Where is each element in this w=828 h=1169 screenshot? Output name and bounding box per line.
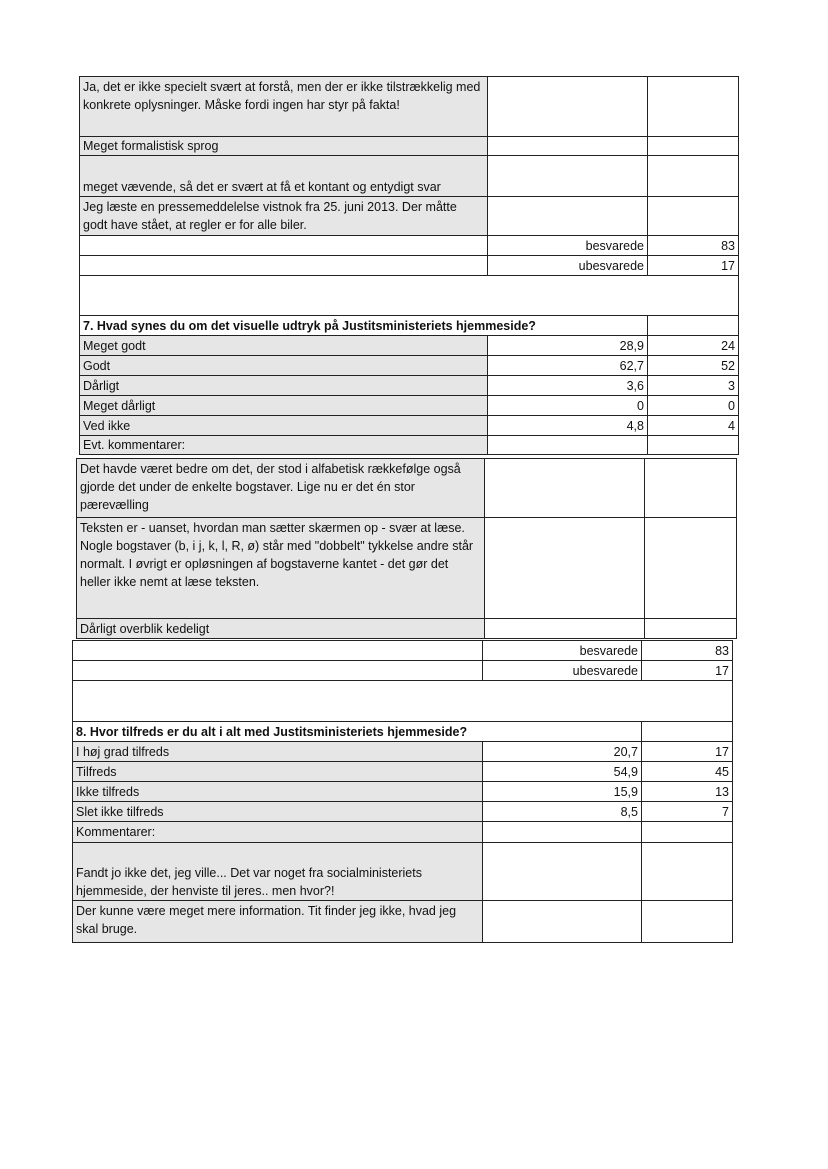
comment-cell: Dårligt overblik kedeligt [77, 619, 485, 639]
comment-cell: meget vævende, så det er svært at få et kontant og entydigt svar [80, 156, 488, 197]
answer-percent: 20,7 [483, 742, 642, 762]
answer-percent: 8,5 [483, 802, 642, 822]
comment-row [80, 137, 739, 156]
comment-row [77, 459, 737, 518]
answer-row [80, 356, 739, 376]
answered-label: besvarede [483, 641, 642, 661]
answer-label: Ikke tilfreds [73, 782, 483, 802]
answer-count: 4 [648, 416, 739, 436]
survey-table-q7-comments [76, 458, 737, 639]
answer-percent: 3,6 [488, 376, 648, 396]
answer-row [73, 802, 733, 822]
answered-row [80, 236, 739, 256]
unanswered-row [80, 256, 739, 276]
answer-label: Slet ikke tilfreds [73, 802, 483, 822]
answer-count: 7 [642, 802, 733, 822]
answer-percent: 62,7 [488, 356, 648, 376]
comments-label: Kommentarer: [73, 822, 483, 843]
comment-row [80, 156, 739, 197]
comment-row [73, 901, 733, 943]
comment-cell: Det havde været bedre om det, der stod i alfabetisk rækkefølge også gjorde det under de enkelte bogstaver. Lige nu er det én stor pærevælling [77, 459, 485, 518]
answer-label: Dårligt [80, 376, 488, 396]
question-heading: 7. Hvad synes du om det visuelle udtryk på Justitsministeriets hjemmeside? [80, 316, 648, 336]
comment-row [77, 619, 737, 639]
comments-label: Evt. kommentarer: [80, 436, 488, 455]
answered-count: 83 [648, 236, 739, 256]
answer-count: 3 [648, 376, 739, 396]
answer-count: 24 [648, 336, 739, 356]
answer-row [80, 396, 739, 416]
answered-row [73, 641, 733, 661]
answer-row [80, 416, 739, 436]
spacer-row [73, 681, 733, 722]
comment-cell: Fandt jo ikke det, jeg ville... Det var noget fra socialministeriets hjemmeside, der henviste til jeres.. men hvor?! [73, 843, 483, 901]
answer-percent: 4,8 [488, 416, 648, 436]
answer-row [73, 742, 733, 762]
unanswered-count: 17 [642, 661, 733, 681]
answer-count: 52 [648, 356, 739, 376]
answered-count: 83 [642, 641, 733, 661]
spacer-row [80, 276, 739, 316]
comment-row [73, 843, 733, 901]
comment-cell: Der kunne være meget mere information. Tit finder jeg ikke, hvad jeg skal bruge. [73, 901, 483, 943]
comment-cell: Meget formalistisk sprog [80, 137, 488, 156]
survey-table-q7-q8 [72, 640, 733, 943]
answer-percent: 0 [488, 396, 648, 416]
question-heading: 8. Hvor tilfreds er du alt i alt med Justitsministeriets hjemmeside? [73, 722, 642, 742]
answer-percent: 54,9 [483, 762, 642, 782]
comments-label-row [73, 822, 733, 843]
unanswered-label: ubesvarede [488, 256, 648, 276]
unanswered-label: ubesvarede [483, 661, 642, 681]
answer-percent: 15,9 [483, 782, 642, 802]
answer-count: 45 [642, 762, 733, 782]
survey-table-q6-q7 [79, 76, 739, 455]
comment-cell: Ja, det er ikke specielt svært at forstå, men der er ikke tilstrækkelig med konkrete oplysninger. Måske fordi ingen har styr på fakta! [80, 77, 488, 137]
answer-row [73, 782, 733, 802]
answer-label: Meget dårligt [80, 396, 488, 416]
answer-row [80, 376, 739, 396]
comment-cell: Teksten er - uanset, hvordan man sætter skærmen op - svær at læse. Nogle bogstaver (b, i j, k, l, R, ø) står med "dobbelt" tykkelse andre står normalt. I øvrigt er opløsningen af bogstaverne kantet - det gør det heller ikke nemt at læse teksten. [77, 518, 485, 619]
answer-count: 13 [642, 782, 733, 802]
question-row [80, 316, 739, 336]
answer-label: Godt [80, 356, 488, 376]
answer-count: 0 [648, 396, 739, 416]
answer-label: Ved ikke [80, 416, 488, 436]
answer-row [80, 336, 739, 356]
answer-label: I høj grad tilfreds [73, 742, 483, 762]
comment-row [80, 197, 739, 236]
comment-cell: Jeg læste en pressemeddelelse vistnok fra 25. juni 2013. Der måtte godt have stået, at regler er for alle biler. [80, 197, 488, 236]
unanswered-row [73, 661, 733, 681]
answer-count: 17 [642, 742, 733, 762]
answer-percent: 28,9 [488, 336, 648, 356]
answered-label: besvarede [488, 236, 648, 256]
unanswered-count: 17 [648, 256, 739, 276]
comments-label-row [80, 436, 739, 455]
question-row [73, 722, 733, 742]
answer-label: Meget godt [80, 336, 488, 356]
answer-label: Tilfreds [73, 762, 483, 782]
comment-row [80, 77, 739, 137]
comment-row [77, 518, 737, 619]
answer-row [73, 762, 733, 782]
